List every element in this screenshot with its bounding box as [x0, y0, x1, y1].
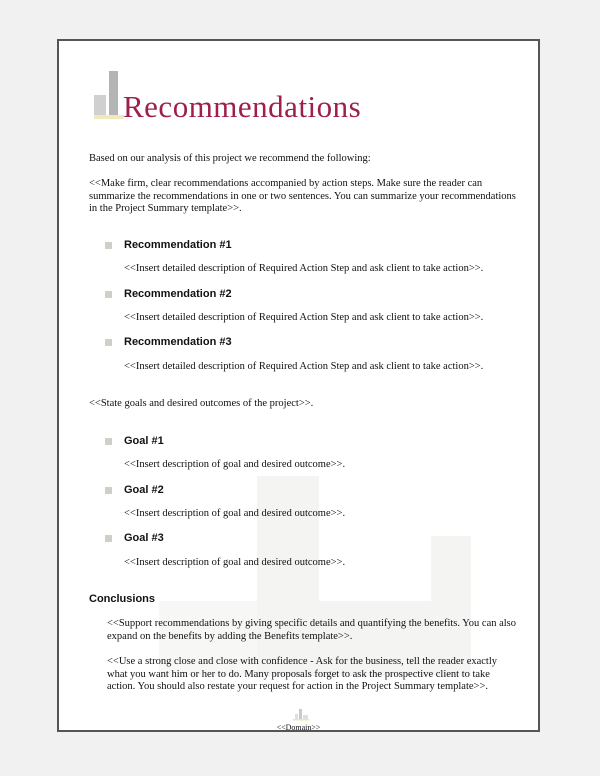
page-title: Recommendations — [123, 89, 362, 124]
bullet-icon — [105, 438, 112, 445]
document-page — [57, 39, 540, 732]
recommendation-label: Recommendation #2 — [124, 288, 232, 300]
goal-description: <<Insert description of goal and desired outcome>>. — [124, 508, 346, 519]
goal-label: Goal #1 — [124, 435, 164, 447]
bullet-icon — [105, 242, 112, 249]
conclusions-paragraph-1: <<Support recommendations by giving specific details and quantifying the benefits. You can also expand on the benefits by adding the Benefits template>>. — [107, 618, 517, 642]
intro-text: Based on our analysis of this project we recommend the following: — [89, 153, 371, 164]
footer-domain: <<Domain>> — [276, 723, 321, 732]
recommendation-item — [105, 239, 505, 253]
logo-icon — [94, 71, 124, 121]
recommendation-label: Recommendation #3 — [124, 336, 232, 348]
goal-item — [105, 484, 505, 498]
goal-item — [105, 435, 505, 449]
goals-intro-text: <<State goals and desired outcomes of the project>>. — [89, 398, 314, 409]
bullet-icon — [105, 535, 112, 542]
goal-description: <<Insert description of goal and desired outcome>>. — [124, 459, 346, 470]
recommendation-label: Recommendation #1 — [124, 239, 232, 251]
bullet-icon — [105, 487, 112, 494]
recommendation-item — [105, 336, 505, 350]
goal-description: <<Insert description of goal and desired outcome>>. — [124, 557, 346, 568]
watermark-bar-1 — [257, 476, 319, 676]
bullet-icon — [105, 291, 112, 298]
recommendation-item — [105, 288, 505, 302]
recommendation-description: <<Insert detailed description of Required Action Step and ask client to take action>>. — [124, 361, 484, 372]
footer-logo-icon — [291, 709, 311, 721]
bullet-icon — [105, 339, 112, 346]
recommendation-description: <<Insert detailed description of Required Action Step and ask client to take action>>. — [124, 263, 484, 274]
goal-item — [105, 532, 505, 546]
goal-label: Goal #2 — [124, 484, 164, 496]
conclusions-paragraph-2: <<Use a strong close and close with confidence - Ask for the business, tell the reader exactly what you want him or her to do. Many proposals forget to ask the prospective client to take action. You should also restate your request for action in the Project Summary template>>. — [107, 656, 498, 692]
conclusions-heading: Conclusions — [89, 593, 156, 605]
goal-label: Goal #3 — [124, 532, 164, 544]
recommendation-description: <<Insert detailed description of Required Action Step and ask client to take action>>. — [124, 312, 484, 323]
watermark-bar-3 — [431, 536, 471, 676]
instruction-text: <<Make firm, clear recommendations accompanied by action steps. Make sure the reader can summarize the recommendations in one or two sentences. You can summarize your recommendations in the Project Summary template>>. — [89, 178, 516, 214]
